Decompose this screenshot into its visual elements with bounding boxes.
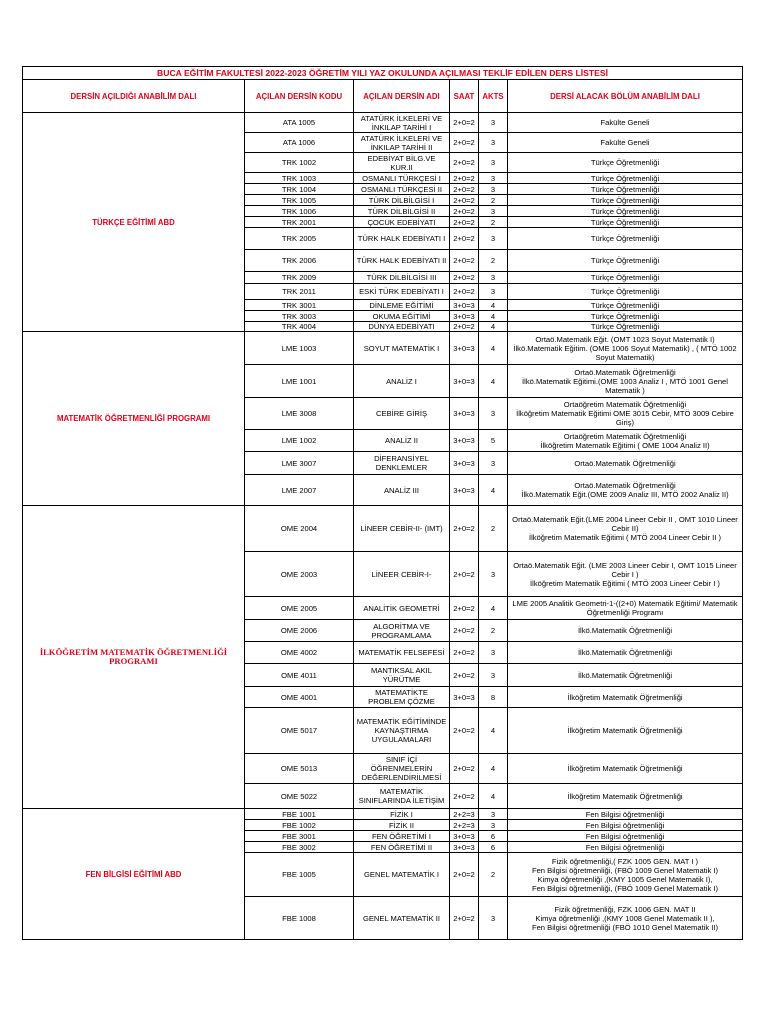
course-name: TÜRK HALK EDEBİYATI I bbox=[354, 228, 450, 250]
course-name: TÜRK DİLBİLGİSİ II bbox=[354, 206, 450, 217]
course-name: ANALİZ II bbox=[354, 430, 450, 452]
course-name: OKUMA EĞİTİMİ bbox=[354, 311, 450, 322]
target-department-cell bbox=[508, 784, 743, 809]
target-department-cell bbox=[508, 430, 743, 452]
target-department: Türkçe Öğretmenliği bbox=[590, 184, 660, 194]
course-akts: 3 bbox=[479, 153, 508, 173]
target-department: Türkçe Öğretmenliği bbox=[590, 287, 660, 296]
course-name: ANALİZ III bbox=[354, 475, 450, 506]
department-name: FEN BİLGİSİ EĞİTİMİ ABD bbox=[23, 809, 245, 940]
target-department: Fen Bilgisi öğretmenliği bbox=[585, 842, 665, 852]
course-name: SOYUT MATEMATİK I bbox=[354, 332, 450, 365]
course-name: ÇOCUK EDEBİYATI bbox=[354, 217, 450, 228]
course-saat: 2+0=2 bbox=[450, 853, 479, 897]
course-name: ALGORİTMA VE PROGRAMLAMA bbox=[354, 620, 450, 642]
course-saat: 2+0=2 bbox=[450, 620, 479, 642]
course-name: MATEMATİK SINIFLARINDA İLETİŞİM bbox=[354, 784, 450, 809]
course-code: TRK 2005 bbox=[245, 228, 354, 250]
course-name: LİNEER CEBİR-I- bbox=[354, 552, 450, 597]
course-name: DİNLEME EĞİTİMİ bbox=[354, 300, 450, 311]
target-department-cell bbox=[508, 754, 743, 784]
course-saat: 2+0=2 bbox=[450, 228, 479, 250]
header-target-department: DERSİ ALACAK BÖLÜM ANABİLİM DALI bbox=[508, 80, 743, 113]
course-akts: 2 bbox=[479, 506, 508, 552]
course-row bbox=[23, 809, 743, 820]
department-name: MATEMATİK ÖĞRETMENLİĞİ PROGRAMI bbox=[23, 332, 245, 506]
header-course-code: AÇILAN DERSİN KODU bbox=[245, 80, 354, 113]
target-department-cell bbox=[508, 322, 743, 332]
course-name: FEN ÖĞRETİMİ II bbox=[354, 842, 450, 853]
course-akts: 6 bbox=[479, 842, 508, 853]
target-department-cell bbox=[508, 687, 743, 708]
course-saat: 2+0=2 bbox=[450, 284, 479, 300]
course-code: LME 3008 bbox=[245, 398, 354, 430]
course-saat: 2+0=2 bbox=[450, 153, 479, 173]
course-saat: 3+0=3 bbox=[450, 332, 479, 365]
course-name: LİNEER CEBİR-II- (IMT) bbox=[354, 506, 450, 552]
course-saat: 2+0=2 bbox=[450, 597, 479, 620]
course-code: OME 2006 bbox=[245, 620, 354, 642]
course-code: TRK 1006 bbox=[245, 206, 354, 217]
course-name: GENEL MATEMATİK I bbox=[354, 853, 450, 897]
course-akts: 3 bbox=[479, 113, 508, 133]
target-department-cell bbox=[508, 272, 743, 284]
course-code: ATA 1006 bbox=[245, 133, 354, 153]
course-akts: 4 bbox=[479, 300, 508, 311]
course-akts: 3 bbox=[479, 809, 508, 820]
target-department-cell bbox=[508, 284, 743, 300]
course-code: OME 2004 bbox=[245, 506, 354, 552]
course-akts: 3 bbox=[479, 398, 508, 430]
target-department: Fen Bilgisi öğretmenliği bbox=[585, 831, 665, 841]
course-code: LME 2007 bbox=[245, 475, 354, 506]
course-name: ANALİZ I bbox=[354, 365, 450, 398]
course-code: OME 4011 bbox=[245, 664, 354, 687]
course-akts: 3 bbox=[479, 206, 508, 217]
target-department: İlkö.Matematik Öğretmenliği bbox=[577, 670, 673, 680]
target-department-cell bbox=[508, 206, 743, 217]
course-name: CEBİRE GİRİŞ bbox=[354, 398, 450, 430]
target-department: İlköğretim Matematik Öğretmenliği bbox=[567, 791, 683, 801]
target-department: Türkçe Öğretmenliği bbox=[590, 300, 660, 310]
target-department-cell bbox=[508, 853, 743, 897]
target-department: Fen Bilgisi öğretmenliği, (FBÖ 1009 Genel Matematik I) bbox=[531, 883, 719, 893]
course-akts: 3 bbox=[479, 642, 508, 664]
target-department: Fakülte Geneli bbox=[600, 138, 650, 147]
target-department: Türkçe Öğretmenliği bbox=[590, 311, 660, 321]
target-department: Fen Bilgisi öğretmenliği bbox=[585, 820, 665, 830]
target-department: İlkö.Matematik Öğretmenliği bbox=[577, 626, 673, 635]
course-saat: 2+2=3 bbox=[450, 809, 479, 820]
course-name: ANALİTİK GEOMETRİ bbox=[354, 597, 450, 620]
course-akts: 6 bbox=[479, 831, 508, 842]
target-department-cell bbox=[508, 620, 743, 642]
course-name: MATEMATİK EĞİTİMİNDE KAYNAŞTIRMA UYGULAMALARI bbox=[354, 708, 450, 754]
course-saat: 2+0=2 bbox=[450, 708, 479, 754]
course-akts: 2 bbox=[479, 620, 508, 642]
target-department: Fen Bilgisi öğretmenliği, (FBÖ 1009 Genel Matematik I) bbox=[531, 865, 719, 875]
course-akts: 4 bbox=[479, 708, 508, 754]
course-code: OME 5022 bbox=[245, 784, 354, 809]
course-code: LME 1001 bbox=[245, 365, 354, 398]
target-department-cell bbox=[508, 897, 743, 940]
target-department: Ortaö.Matematik Öğretmenliği bbox=[574, 458, 676, 468]
course-name: FİZİK I bbox=[354, 809, 450, 820]
course-akts: 4 bbox=[479, 311, 508, 322]
course-code: FBE 3001 bbox=[245, 831, 354, 842]
target-department-cell bbox=[508, 195, 743, 206]
course-akts: 3 bbox=[479, 173, 508, 184]
target-department: İlkö.Matematik Eğitim. (OME 1006 Soyut Matematik) , ( MTÖ 1002 Soyut Matematik) bbox=[513, 343, 737, 362]
header-akts: AKTS bbox=[479, 80, 508, 113]
course-code: FBE 3002 bbox=[245, 842, 354, 853]
course-row bbox=[23, 506, 743, 552]
target-department-cell bbox=[508, 332, 743, 365]
course-saat: 2+2=3 bbox=[450, 820, 479, 831]
target-department: İlköğretim Matematik Eğitimi OME 3015 Cebir, MTÖ 3009 Cebire Giriş) bbox=[516, 409, 734, 427]
course-saat: 2+0=2 bbox=[450, 250, 479, 272]
course-saat: 2+0=2 bbox=[450, 184, 479, 195]
course-name: DÜNYA EDEBİYATI bbox=[354, 322, 450, 332]
course-saat: 2+0=2 bbox=[450, 322, 479, 332]
course-saat: 3+0=3 bbox=[450, 842, 479, 853]
target-department-cell bbox=[508, 184, 743, 195]
course-saat: 3+0=3 bbox=[450, 831, 479, 842]
target-department: Fizik öğretmenliği, FZK 1006 GEN. MAT II bbox=[554, 904, 696, 914]
course-saat: 2+0=2 bbox=[450, 217, 479, 228]
course-name: ESKİ TÜRK EDEBİYATI I bbox=[354, 284, 450, 300]
course-code: FBE 1008 bbox=[245, 897, 354, 940]
target-department: Kimya öğretmenliği ,(KMY 1008 Genel Matematik II ), bbox=[535, 913, 715, 923]
target-department-cell bbox=[508, 842, 743, 853]
course-code: FBE 1005 bbox=[245, 853, 354, 897]
course-name: TÜRK DİLBİLGİSİ III bbox=[354, 272, 450, 284]
course-akts: 3 bbox=[479, 184, 508, 195]
target-department: Fizik öğretmenliği,( FZK 1005 GEN. MAT I ) bbox=[551, 856, 699, 866]
target-department-cell bbox=[508, 831, 743, 842]
course-table bbox=[22, 66, 743, 940]
course-saat: 2+0=2 bbox=[450, 642, 479, 664]
target-department: Fen Bilgisi öğretmenliği (FBÖ 1010 Genel Matematik II) bbox=[531, 922, 719, 932]
target-department-cell bbox=[508, 642, 743, 664]
target-department: Türkçe Öğretmenliği bbox=[590, 195, 660, 205]
title-row bbox=[23, 67, 743, 80]
course-name: OSMANLI TÜRKÇESİ I bbox=[354, 173, 450, 184]
target-department-cell bbox=[508, 365, 743, 398]
target-department-cell bbox=[508, 173, 743, 184]
course-akts: 4 bbox=[479, 475, 508, 506]
course-akts: 3 bbox=[479, 897, 508, 940]
target-department: Ortaöğretim Matematik Öğretmenliği bbox=[563, 431, 687, 441]
course-saat: 2+0=2 bbox=[450, 897, 479, 940]
course-code: TRK 3003 bbox=[245, 311, 354, 322]
course-code: LME 1002 bbox=[245, 430, 354, 452]
course-code: TRK 4004 bbox=[245, 322, 354, 332]
target-department: İlköğretim Matematik Eğitimi ( MTÖ 2003 Lineer Cebir I ) bbox=[530, 578, 720, 588]
course-code: TRK 1004 bbox=[245, 184, 354, 195]
course-akts: 2 bbox=[479, 195, 508, 206]
course-saat: 2+0=2 bbox=[450, 506, 479, 552]
course-code: LME 3007 bbox=[245, 452, 354, 475]
course-name: FİZİK II bbox=[354, 820, 450, 831]
target-department: İlköğretim Matematik Eğitimi ( MTÖ 2004 Lineer Cebir II ) bbox=[528, 533, 721, 542]
course-name: FEN ÖĞRETİMİ I bbox=[354, 831, 450, 842]
target-department-cell bbox=[508, 820, 743, 831]
course-saat: 3+0=3 bbox=[450, 311, 479, 322]
course-name: MATEMATİKTE PROBLEM ÇÖZME bbox=[354, 687, 450, 708]
target-department-cell bbox=[508, 506, 743, 552]
course-code: OME 4001 bbox=[245, 687, 354, 708]
target-department: İlköğretim Matematik Eğitimi ( OME 1004 Analiz II) bbox=[540, 440, 710, 450]
target-department: Türkçe Öğretmenliği bbox=[590, 234, 660, 243]
course-akts: 4 bbox=[479, 784, 508, 809]
target-department: Ortaö.Matematik Eğit. (OMT 1023 Soyut Matematik I) bbox=[535, 334, 715, 344]
course-akts: 3 bbox=[479, 664, 508, 687]
course-saat: 2+0=2 bbox=[450, 272, 479, 284]
target-department: İlköğretim Matematik Öğretmenliği bbox=[567, 692, 683, 702]
target-department-cell bbox=[508, 664, 743, 687]
course-saat: 3+0=3 bbox=[450, 430, 479, 452]
target-department: Kimya öğretmenliği ,(KMY 1005 Genel Matematik I), bbox=[537, 874, 713, 884]
course-name: EDEBİYAT BİLG.VE KUR.II bbox=[354, 153, 450, 173]
course-saat: 3+0=3 bbox=[450, 687, 479, 708]
target-department: Türkçe Öğretmenliği bbox=[590, 322, 660, 331]
department-name: TÜRKÇE EĞİTİMİ ABD bbox=[23, 113, 245, 332]
target-department-cell bbox=[508, 809, 743, 820]
header-saat: SAAT bbox=[450, 80, 479, 113]
course-saat: 2+0=2 bbox=[450, 133, 479, 153]
course-code: OME 2003 bbox=[245, 552, 354, 597]
course-name: DİFERANSİYEL DENKLEMLER bbox=[354, 452, 450, 475]
course-akts: 3 bbox=[479, 284, 508, 300]
course-akts: 3 bbox=[479, 552, 508, 597]
course-code: TRK 1002 bbox=[245, 153, 354, 173]
target-department: Ortaö.Matematik Eğit.(LME 2004 Lineer Cebir II , OMT 1010 Lineer Cebir II) bbox=[512, 515, 738, 533]
target-department-cell bbox=[508, 250, 743, 272]
course-code: OME 2005 bbox=[245, 597, 354, 620]
course-akts: 3 bbox=[479, 452, 508, 475]
course-akts: 4 bbox=[479, 754, 508, 784]
course-akts: 2 bbox=[479, 217, 508, 228]
course-code: TRK 1003 bbox=[245, 173, 354, 184]
course-name: MANTIKSAL AKIL YÜRÜTME bbox=[354, 664, 450, 687]
course-code: TRK 2011 bbox=[245, 284, 354, 300]
course-saat: 3+0=3 bbox=[450, 452, 479, 475]
course-saat: 3+0=3 bbox=[450, 365, 479, 398]
course-saat: 2+0=2 bbox=[450, 113, 479, 133]
target-department-cell bbox=[508, 398, 743, 430]
target-department-cell bbox=[508, 153, 743, 173]
course-akts: 2 bbox=[479, 250, 508, 272]
course-akts: 3 bbox=[479, 133, 508, 153]
target-department: Ortaö.Matematik Öğretmenliği bbox=[574, 481, 676, 490]
course-saat: 3+0=3 bbox=[450, 475, 479, 506]
course-name: MATEMATİK FELSEFESİ bbox=[354, 642, 450, 664]
course-code: TRK 2009 bbox=[245, 272, 354, 284]
course-akts: 3 bbox=[479, 272, 508, 284]
target-department-cell bbox=[508, 113, 743, 133]
course-akts: 8 bbox=[479, 687, 508, 708]
target-department: Fakülte Geneli bbox=[600, 118, 650, 127]
target-department-cell bbox=[508, 452, 743, 475]
target-department: Fen Bilgisi öğretmenliği bbox=[585, 809, 665, 819]
course-name: GENEL MATEMATİK II bbox=[354, 897, 450, 940]
target-department: İlkö.Matematik Eğit.(OME 2009 Analiz III, MTÖ 2002 Analiz II) bbox=[521, 490, 729, 499]
course-name: SINIF İÇİ ÖĞRENMELERİN DEĞERLENDİRİLMESİ bbox=[354, 754, 450, 784]
course-saat: 3+0=3 bbox=[450, 300, 479, 311]
course-name: OSMANLI TÜRKÇESİ II bbox=[354, 184, 450, 195]
course-code: TRK 2006 bbox=[245, 250, 354, 272]
course-code: LME 1003 bbox=[245, 332, 354, 365]
target-department: Türkçe Öğretmenliği bbox=[590, 173, 660, 183]
course-name: ATATÜRK İLKELERİ VE İNKILAP TARİHİ I bbox=[354, 113, 450, 133]
course-saat: 2+0=2 bbox=[450, 552, 479, 597]
course-code: OME 4002 bbox=[245, 642, 354, 664]
course-code: TRK 2001 bbox=[245, 217, 354, 228]
target-department: İlkö.Matematik Öğretmenliği bbox=[577, 648, 673, 657]
target-department: İlkö.Matematik Eğitimi.(OME 1003 Analiz I , MTÖ 1001 Genel Matematik ) bbox=[522, 376, 728, 395]
target-department: LME 2005 Analitik Geometri-1-((2+0) Matematik Eğitimi/ Matematik Öğretmenliği Programı bbox=[512, 599, 738, 617]
department-name: İLKÖĞRETİM MATEMATİK ÖĞRETMENLİĞİ PROGRAMI bbox=[23, 506, 245, 809]
target-department-cell bbox=[508, 311, 743, 322]
course-saat: 2+0=2 bbox=[450, 664, 479, 687]
target-department: Ortaö.Matematik Eğit. (LME 2003 Lineer Cebir I, OMT 1015 Lineer Cebir I ) bbox=[513, 560, 737, 579]
target-department: Türkçe Öğretmenliği bbox=[590, 256, 660, 265]
header-department: DERSİN AÇILDIĞI ANABİLİM DALI bbox=[23, 80, 245, 113]
header-course-name: AÇILAN DERSİN ADI bbox=[354, 80, 450, 113]
course-code: OME 5013 bbox=[245, 754, 354, 784]
course-name: TÜRK HALK EDEBİYATI II bbox=[354, 250, 450, 272]
target-department: İlköğretim Matematik Öğretmenliği bbox=[567, 726, 683, 735]
header-row bbox=[23, 80, 743, 113]
target-department-cell bbox=[508, 708, 743, 754]
course-saat: 2+0=2 bbox=[450, 195, 479, 206]
course-akts: 3 bbox=[479, 228, 508, 250]
target-department: İlköğretim Matematik Öğretmenliği bbox=[567, 764, 683, 773]
course-akts: 4 bbox=[479, 332, 508, 365]
course-akts: 4 bbox=[479, 365, 508, 398]
target-department: Türkçe Öğretmenliği bbox=[590, 206, 660, 216]
target-department-cell bbox=[508, 133, 743, 153]
course-code: TRK 3001 bbox=[245, 300, 354, 311]
target-department-cell bbox=[508, 300, 743, 311]
target-department-cell bbox=[508, 597, 743, 620]
course-name: ATATÜRK İLKELERİ VE İNKILAP TARİHİ II bbox=[354, 133, 450, 153]
course-row bbox=[23, 113, 743, 133]
course-code: TRK 1005 bbox=[245, 195, 354, 206]
target-department-cell bbox=[508, 217, 743, 228]
course-row bbox=[23, 332, 743, 365]
course-saat: 2+0=2 bbox=[450, 173, 479, 184]
target-department: Türkçe Öğretmenliği bbox=[590, 158, 660, 167]
target-department: Ortaö.Matematik Öğretmenliği bbox=[574, 367, 676, 377]
course-saat: 2+0=2 bbox=[450, 754, 479, 784]
target-department: Türkçe Öğretmenliği bbox=[590, 273, 660, 282]
target-department-cell bbox=[508, 552, 743, 597]
target-department: Ortaöğretim Matematik Öğretmenliği bbox=[563, 400, 687, 409]
course-code: FBE 1002 bbox=[245, 820, 354, 831]
course-name: TÜRK DİLBİLGİSİ I bbox=[354, 195, 450, 206]
target-department: Türkçe Öğretmenliği bbox=[590, 217, 660, 227]
course-code: FBE 1001 bbox=[245, 809, 354, 820]
course-saat: 3+0=3 bbox=[450, 398, 479, 430]
course-saat: 2+0=2 bbox=[450, 784, 479, 809]
target-department-cell bbox=[508, 475, 743, 506]
document-title: BUCA EĞİTİM FAKULTESİ 2022-2023 ÖĞRETİM YILI YAZ OKULUNDA AÇILMASI TEKLİF EDİLEN DERS LİSTESİ bbox=[23, 67, 743, 80]
course-akts: 4 bbox=[479, 597, 508, 620]
course-akts: 5 bbox=[479, 430, 508, 452]
target-department-cell bbox=[508, 228, 743, 250]
course-code: OME 5017 bbox=[245, 708, 354, 754]
course-list-sheet bbox=[22, 66, 742, 940]
course-akts: 3 bbox=[479, 820, 508, 831]
course-akts: 4 bbox=[479, 322, 508, 332]
course-akts: 2 bbox=[479, 853, 508, 897]
course-code: ATA 1005 bbox=[245, 113, 354, 133]
course-saat: 2+0=2 bbox=[450, 206, 479, 217]
